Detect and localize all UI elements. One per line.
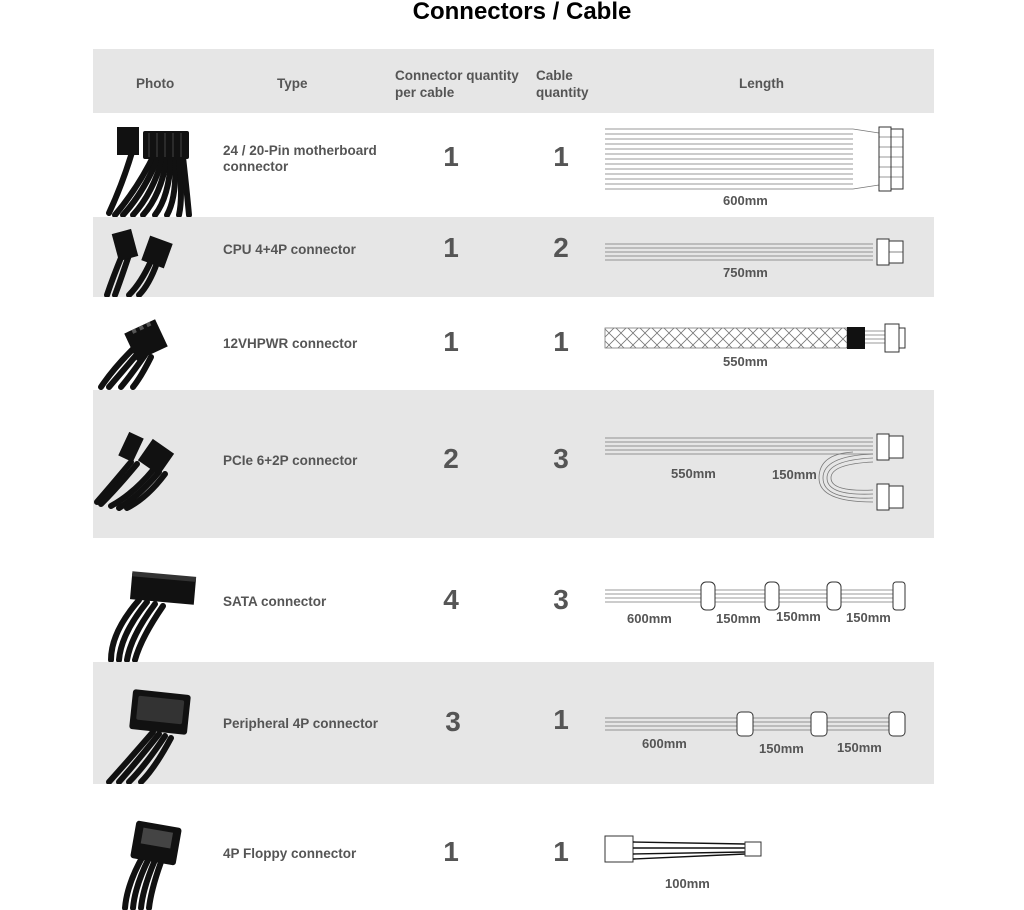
header-length: Length — [739, 76, 784, 91]
connector-type-line1: 24 / 20-Pin motherboard — [223, 143, 377, 158]
connector-qty: 1 — [443, 836, 459, 867]
connector-type: PCIe 6+2P connector — [223, 453, 358, 468]
cable-length: 150mm — [776, 609, 821, 624]
connector-type: SATA connector — [223, 594, 327, 609]
connector-qty: 1 — [443, 326, 459, 357]
cable-length: 550mm — [723, 354, 768, 369]
12vhpwr-cable-diagram — [93, 297, 934, 390]
cable-length: 750mm — [723, 265, 768, 280]
peripheral-cable-diagram — [93, 662, 934, 784]
table-header — [93, 49, 934, 113]
connector-qty: 4 — [443, 584, 459, 615]
cable-qty: 1 — [553, 704, 569, 735]
connector-type: Peripheral 4P connector — [223, 716, 379, 731]
connector-qty: 2 — [443, 443, 459, 474]
cable-qty: 1 — [553, 836, 569, 867]
connector-type-line2: connector — [223, 159, 289, 174]
table-row — [93, 297, 934, 390]
connector-type: 4P Floppy connector — [223, 846, 357, 861]
cable-length: 550mm — [671, 466, 716, 481]
floppy-cable-diagram — [93, 784, 934, 910]
cable-qty: 1 — [553, 326, 569, 357]
header-cable-qty — [536, 67, 589, 101]
cable-length: 150mm — [759, 741, 804, 756]
cable-qty: 2 — [553, 232, 569, 263]
cable-length: 150mm — [837, 740, 882, 755]
table-row — [93, 784, 934, 910]
table-row — [93, 390, 934, 538]
cable-qty: 3 — [553, 443, 569, 474]
cable-length: 150mm — [772, 467, 817, 482]
table-row — [93, 662, 934, 784]
pcie-cable-diagram — [93, 390, 934, 538]
cable-qty: 3 — [553, 584, 569, 615]
table-row — [93, 538, 934, 662]
header-cable-qty-line1: Cable — [536, 68, 573, 83]
header-connector-qty — [395, 67, 519, 101]
connector-type: CPU 4+4P connector — [223, 242, 356, 257]
header-connector-qty-line1: Connector quantity — [395, 68, 519, 83]
header-type: Type — [277, 76, 308, 91]
cable-length: 600mm — [627, 611, 672, 626]
cable-length: 600mm — [642, 736, 687, 751]
atx-cable-diagram — [93, 113, 934, 217]
cpu-cable-diagram — [93, 217, 934, 297]
header-connector-qty-line2: per cable — [395, 85, 455, 100]
cable-length: 150mm — [846, 610, 891, 625]
sata-cable-diagram — [93, 538, 934, 662]
cable-length: 100mm — [665, 876, 710, 891]
table-row — [93, 217, 934, 297]
connector-qty: 1 — [443, 141, 459, 172]
connector-qty: 3 — [445, 706, 461, 737]
table-row — [93, 113, 934, 217]
page-title: Connectors / Cable — [412, 0, 632, 25]
cable-length: 600mm — [723, 193, 768, 208]
header-photo: Photo — [136, 76, 175, 91]
cable-length: 150mm — [716, 611, 761, 626]
header-cable-qty-line2: quantity — [536, 85, 589, 100]
connector-type: 12VHPWR connector — [223, 336, 358, 351]
connector-qty: 1 — [443, 232, 459, 263]
cable-qty: 1 — [553, 141, 569, 172]
